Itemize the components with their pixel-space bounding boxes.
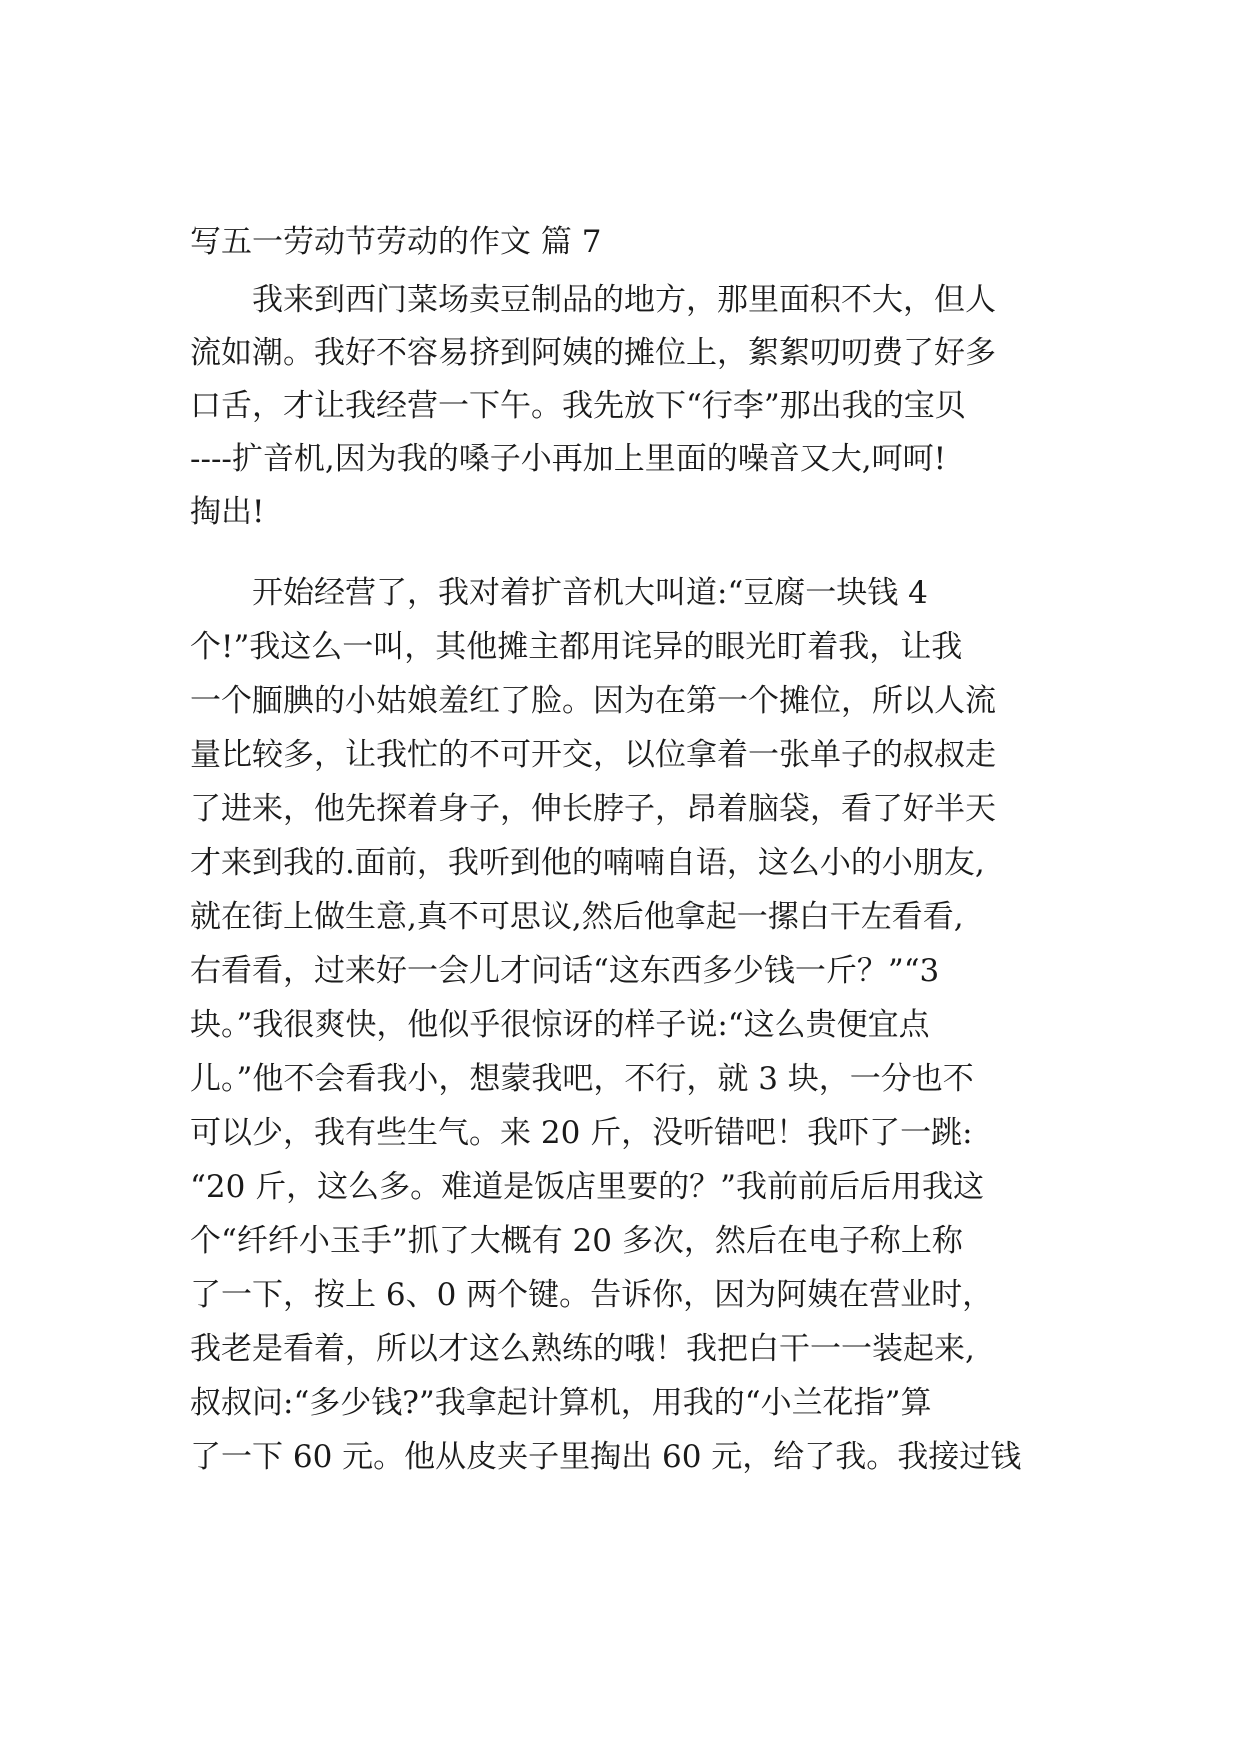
paragraph-2-line-13: 个“纤纤小玉手”抓了大概有 20 多次，然后在电子称上称 bbox=[190, 1223, 963, 1259]
paragraph-1-line-4: ----扩音机,因为我的嗓子小再加上里面的噪音又大,呵呵! bbox=[190, 441, 947, 477]
paragraph-2-line-2: 个!”我这么一叫，其他摊主都用诧异的眼光盯着我，让我 bbox=[190, 629, 963, 665]
paragraph-1-line-5: 掏出! bbox=[190, 494, 265, 530]
paragraph-1-line-1: 我来到西门菜场卖豆制品的地方，那里面积不大，但人 bbox=[252, 282, 996, 318]
paragraph-2-line-3: 一个腼腆的小姑娘羞红了脸。因为在第一个摊位，所以人流 bbox=[190, 683, 996, 719]
paragraph-1-line-3: 口舌，才让我经营一下午。我先放下“行李”那出我的宝贝 bbox=[190, 388, 966, 424]
document-title: 写五一劳动节劳动的作文 篇 7 bbox=[190, 224, 602, 260]
paragraph-2-line-17: 了一下 60 元。他从皮夹子里掏出 60 元，给了我。我接过钱 bbox=[190, 1439, 1022, 1475]
paragraph-2-line-15: 我老是看着，所以才这么熟练的哦！我把白干一一装起来, bbox=[190, 1331, 975, 1367]
paragraph-2-line-5: 了进来，他先探着身子，伸长脖子，昂着脑袋，看了好半天 bbox=[190, 791, 996, 827]
paragraph-2-line-1: 开始经营了，我对着扩音机大叫道:“豆腐一块钱 4 bbox=[252, 575, 928, 611]
paragraph-2-line-10: 儿。”他不会看我小，想蒙我吧，不行，就 3 块，一分也不 bbox=[190, 1061, 974, 1097]
paragraph-2-line-14: 了一下，按上 6、0 两个键。告诉你，因为阿姨在营业时， bbox=[190, 1277, 994, 1313]
paragraph-1-line-2: 流如潮。我好不容易挤到阿姨的摊位上，絮絮叨叨费了好多 bbox=[190, 335, 996, 371]
paragraph-2-line-7: 就在街上做生意,真不可思议,然后他拿起一摞白干左看看, bbox=[190, 899, 964, 935]
paragraph-2-line-4: 量比较多，让我忙的不可开交，以位拿着一张单子的叔叔走 bbox=[190, 737, 996, 773]
paragraph-2-line-8: 右看看，过来好一会儿才问话“这东西多少钱一斤？”“3 bbox=[190, 953, 940, 989]
paragraph-2-line-12: “20 斤，这么多。难道是饭店里要的？”我前前后后用我这 bbox=[190, 1169, 984, 1205]
paragraph-2-line-11: 可以少，我有些生气。来 20 斤，没听错吧！我吓了一跳: bbox=[190, 1115, 973, 1151]
paragraph-2-line-6: 才来到我的.面前，我听到他的喃喃自语，这么小的小朋友, bbox=[190, 845, 985, 881]
paragraph-2-line-9: 块。”我很爽快，他似乎很惊讶的样子说:“这么贵便宜点 bbox=[190, 1007, 930, 1043]
paragraph-2-line-16: 叔叔问:“多少钱?”我拿起计算机，用我的“小兰花指”算 bbox=[190, 1385, 932, 1421]
